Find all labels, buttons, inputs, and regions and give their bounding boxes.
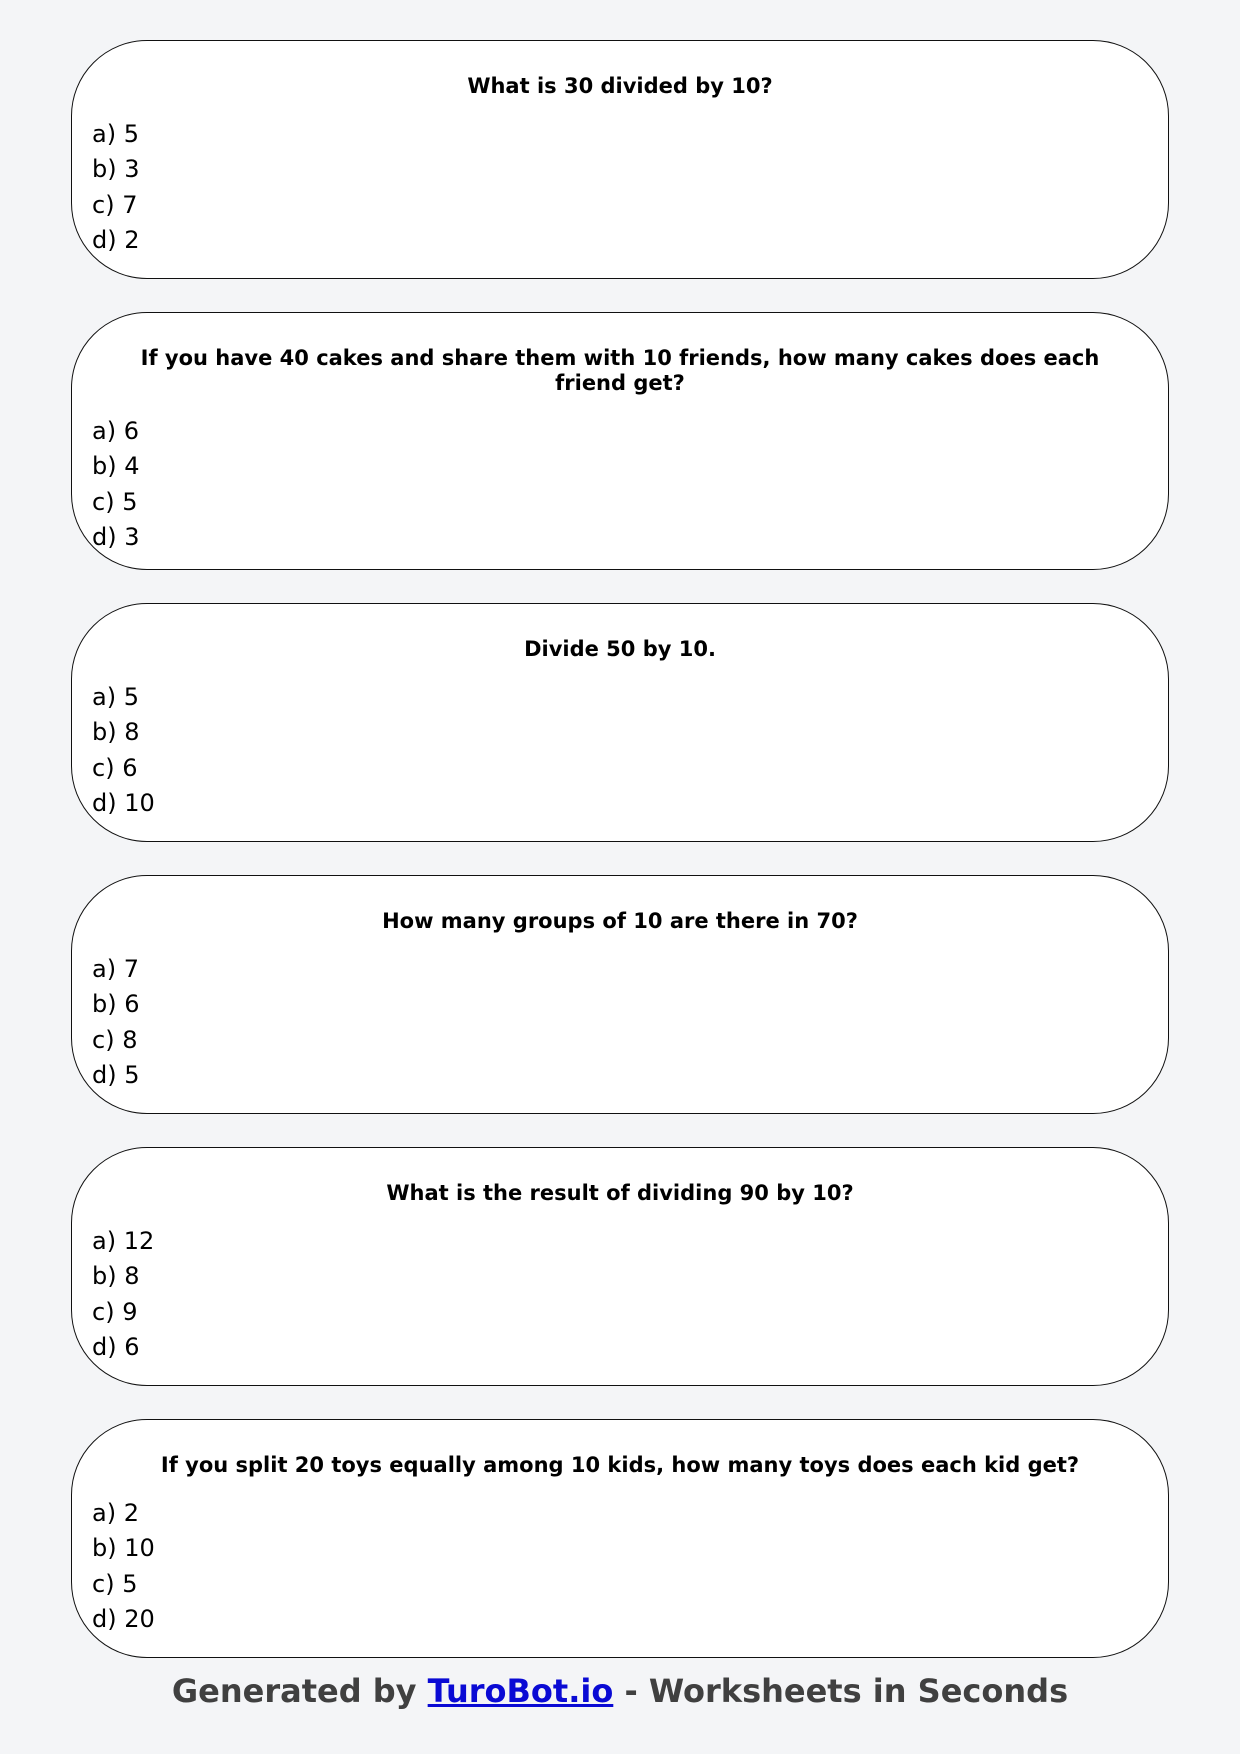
option-b: b) 3 xyxy=(92,155,140,184)
question-card-6 xyxy=(71,1419,1169,1658)
option-a: a) 12 xyxy=(92,1227,155,1256)
option-b: b) 8 xyxy=(92,718,140,747)
option-a: a) 7 xyxy=(92,955,139,984)
turobot-link[interactable]: TuroBot.io xyxy=(427,1672,614,1710)
option-d: d) 10 xyxy=(92,789,155,818)
answer-options xyxy=(92,1496,1148,1637)
answer-options xyxy=(92,117,1148,258)
answer-options xyxy=(92,414,1148,555)
question-card-4 xyxy=(71,875,1169,1114)
worksheet xyxy=(71,40,1169,1691)
footer-credit xyxy=(0,1672,1240,1710)
option-c: c) 8 xyxy=(92,1025,138,1054)
question-card-2 xyxy=(71,312,1169,570)
question-text: What is 30 divided by 10? xyxy=(467,74,773,98)
question-card-3 xyxy=(71,603,1169,842)
option-b: b) 10 xyxy=(92,1534,155,1563)
option-d: d) 3 xyxy=(92,522,140,551)
answer-options xyxy=(92,1224,1148,1365)
question-text: How many groups of 10 are there in 70? xyxy=(382,909,858,934)
option-c: c) 6 xyxy=(92,753,138,782)
option-b: b) 8 xyxy=(92,1262,140,1291)
option-b: b) 6 xyxy=(92,990,140,1019)
option-a: a) 6 xyxy=(92,417,139,445)
option-d: d) 20 xyxy=(92,1605,155,1634)
option-c: c) 7 xyxy=(92,190,138,219)
question-card-1 xyxy=(71,40,1169,279)
footer-prefix: Generated by xyxy=(171,1672,428,1710)
question-text: If you split 20 toys equally among 10 kids, how many toys does each kid get? xyxy=(160,1453,1080,1478)
option-d: d) 5 xyxy=(92,1061,140,1090)
option-c: c) 5 xyxy=(92,1569,138,1598)
question-text: What is the result of dividing 90 by 10? xyxy=(386,1181,854,1206)
option-d: d) 2 xyxy=(92,225,140,254)
footer-suffix: - Worksheets in Seconds xyxy=(613,1672,1069,1710)
option-a: a) 2 xyxy=(92,1499,139,1528)
question-card-5 xyxy=(71,1147,1169,1386)
answer-options xyxy=(92,952,1148,1093)
option-a: a) 5 xyxy=(92,120,139,148)
option-b: b) 4 xyxy=(92,452,140,481)
option-a: a) 5 xyxy=(92,683,139,712)
question-text: If you have 40 cakes and share them with 10 friends, how many cakes does each friend get? xyxy=(140,346,1100,395)
option-c: c) 9 xyxy=(92,1297,138,1326)
option-d: d) 6 xyxy=(92,1333,140,1362)
question-text: Divide 50 by 10. xyxy=(524,637,716,662)
option-c: c) 5 xyxy=(92,487,138,516)
answer-options xyxy=(92,680,1148,821)
